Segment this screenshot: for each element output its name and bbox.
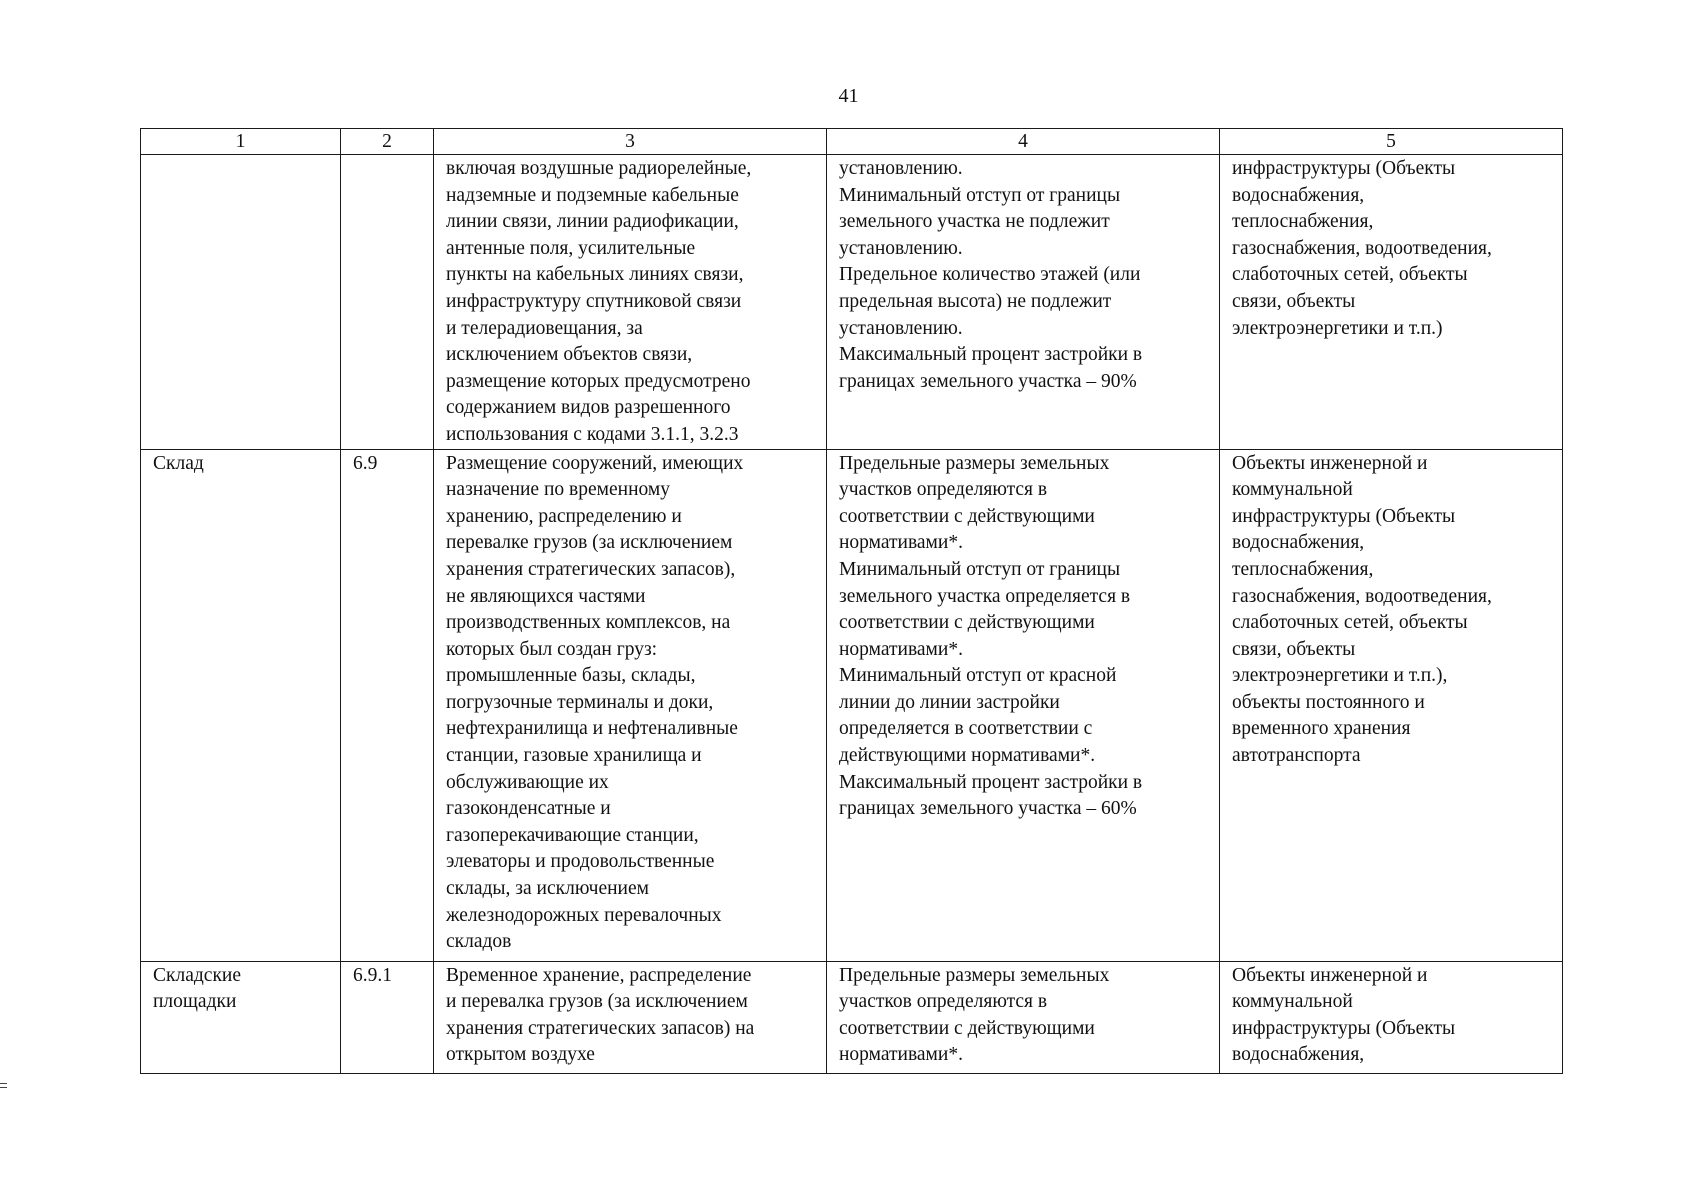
- land-use-code: 6.9: [353, 452, 378, 474]
- land-use-description-cell: [434, 961, 827, 1073]
- land-use-parameters-cell: [827, 449, 1220, 961]
- land-use-name: Складские площадки: [153, 964, 242, 1013]
- auxiliary-objects: инфраструктуры (Объекты водоснабжения, теплоснабжения, газоснабжения, водоотведения, слаботочных сетей, объекты связи, объекты электроэнергетики и т.п.): [1232, 158, 1492, 339]
- column-number-2: 2: [341, 129, 434, 155]
- land-use-description-cell: [434, 155, 827, 450]
- land-use-code-cell: [341, 155, 434, 450]
- auxiliary-objects: Объекты инженерной и коммунальной инфраструктуры (Объекты водоснабжения,: [1232, 964, 1456, 1066]
- land-use-parameters: установлению. Минимальный отступ от границы земельного участка не подлежит установлению. Предельное количество этажей (или предельная высота) не подлежит установлению. Максимальный процент застройки в границах земельного участка – 90%: [839, 158, 1143, 392]
- land-use-parameters: Предельные размеры земельных участков определяются в соответствии с действующими нормативами*.: [839, 964, 1110, 1066]
- column-number-1: 1: [141, 129, 341, 155]
- land-use-parameters: Предельные размеры земельных участков определяются в соответствии с действующими нормативами*. Минимальный отступ от границы земельного участка определяется в соответствии с действующими нормативами*. Минимальный отступ от красной линии до линии застройки определяется в соответствии с действующими нормативами*. Максимальный процент застройки в границах земельного участка – 60%: [839, 452, 1143, 820]
- auxiliary-objects: Объекты инженерной и коммунальной инфраструктуры (Объекты водоснабжения, теплоснабжения, газоснабжения, водоотведения, слаботочных сетей, объекты связи, объекты электроэнергетики и т.п.), объекты постоянного и временного хранения автотранспорта: [1232, 452, 1492, 767]
- auxiliary-objects-cell: [1220, 449, 1563, 961]
- land-use-name-cell: [141, 961, 341, 1073]
- column-number-4: 4: [827, 129, 1220, 155]
- land-use-code-cell: [341, 449, 434, 961]
- table-header-row: [141, 129, 1563, 155]
- auxiliary-objects-cell: [1220, 155, 1563, 450]
- page-number: 41: [838, 85, 859, 107]
- auxiliary-objects-cell: [1220, 961, 1563, 1073]
- column-number-5: 5: [1220, 129, 1563, 155]
- land-use-parameters-cell: [827, 155, 1220, 450]
- land-use-code: 6.9.1: [353, 964, 392, 986]
- scan-margin-mark: [0, 1083, 7, 1088]
- table-row: [141, 155, 1563, 450]
- land-use-table: [140, 128, 1563, 1074]
- table-row: [141, 961, 1563, 1073]
- land-use-parameters-cell: [827, 961, 1220, 1073]
- table-row: [141, 449, 1563, 961]
- land-use-code-cell: [341, 961, 434, 1073]
- column-number-3: 3: [434, 129, 827, 155]
- land-use-description: Временное хранение, распределение и перевалка грузов (за исключением хранения стратегических запасов) на открытом воздухе: [446, 964, 755, 1066]
- land-use-description-cell: [434, 449, 827, 961]
- land-use-description: включая воздушные радиорелейные, надземные и подземные кабельные линии связи, линии радиофикации, антенные поля, усилительные пункты на кабельных линиях связи, инфраструктуру спутниковой связи и телерадиовещания, за исключением объектов связи, размещение которых предусмотрено содержанием видов разрешенного использования с кодами 3.1.1, 3.2.3: [446, 158, 752, 445]
- land-use-description: Размещение сооружений, имеющих назначение по временному хранению, распределению и перевалке грузов (за исключением хранения стратегических запасов), не являющихся частями производственных комплексов, на которых был создан груз: промышленные базы, склады, погрузочные терминалы и доки, нефтехранилища и нефтеналивные станции, газовые хранилища и обслуживающие их газоконденсатные и газоперекачивающие станции, элеваторы и продовольственные склады, за исключением железнодорожных перевалочных складов: [446, 452, 744, 953]
- land-use-name-cell: [141, 155, 341, 450]
- land-use-name: Склад: [153, 452, 204, 474]
- land-use-name-cell: [141, 449, 341, 961]
